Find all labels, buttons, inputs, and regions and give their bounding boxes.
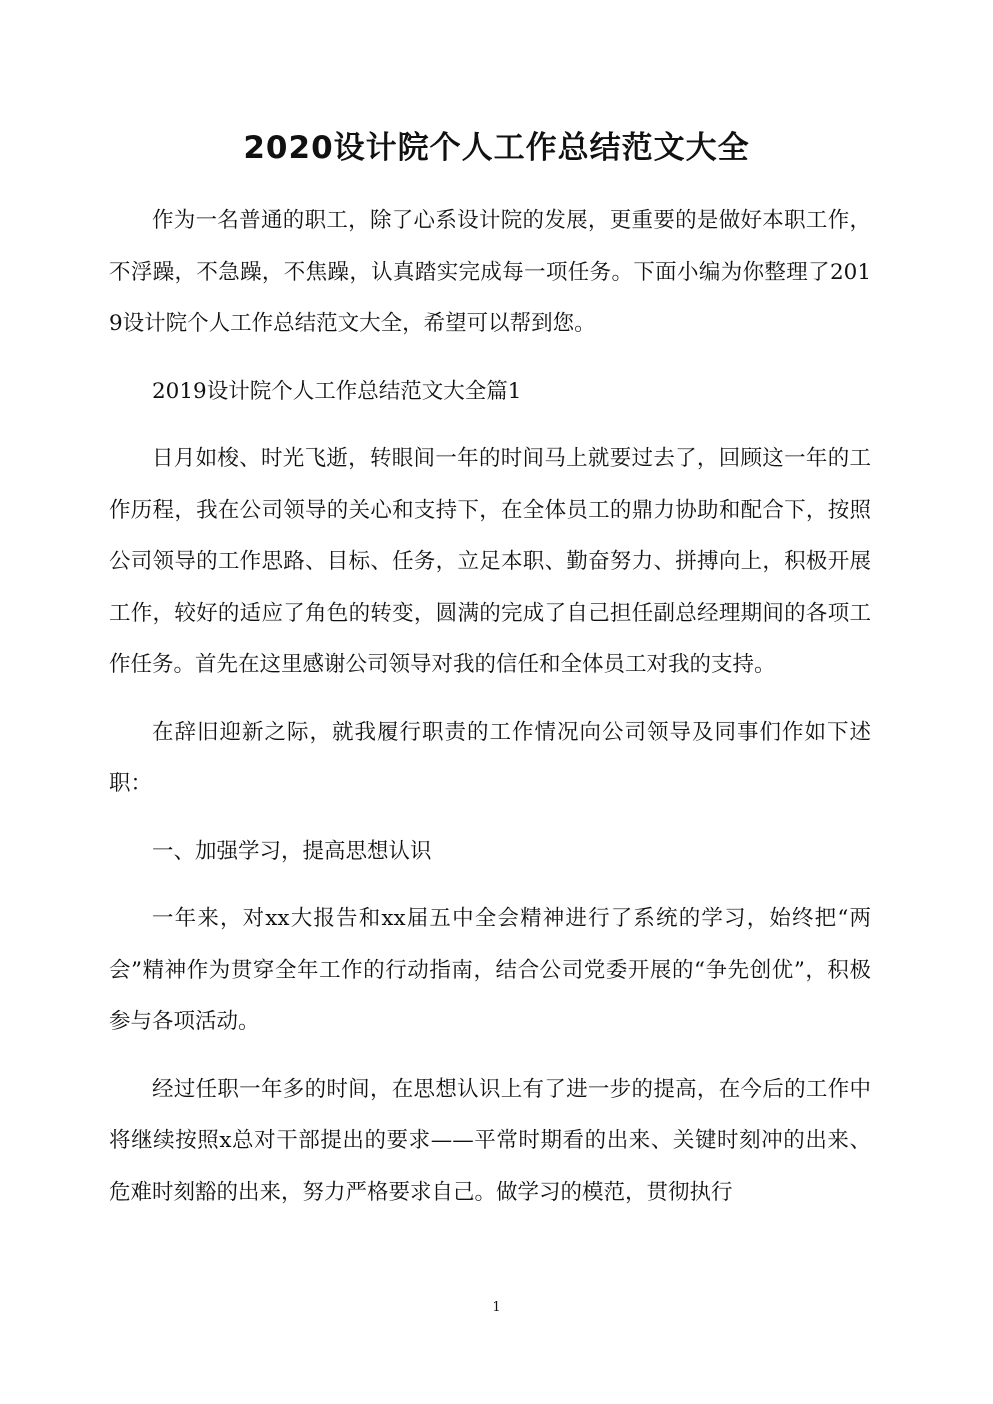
section-heading-part1: 2019设计院个人工作总结范文大全篇1	[152, 378, 522, 404]
document-body	[109, 195, 871, 1234]
paragraph-improvement: 经过任职一年多的时间，在思想认识上有了进一步的提高，在今后的工作中将继续按照x总对干部提出的要求——平常时期看的出来、关键时刻冲的出来、危难时刻豁的出来，努力严格要求自己。做学习的模范，贯彻执行	[109, 1076, 871, 1205]
document-title: 2020设计院个人工作总结范文大全	[243, 130, 750, 166]
paragraph-review: 日月如梭、时光飞逝，转眼间一年的时间马上就要过去了，回顾这一年的工作历程，我在公司领导的关心和支持下，在全体员工的鼎力协助和配合下，按照公司领导的工作思路、目标、任务，立足本职、勤奋努力、拼搏向上，积极开展工作，较好的适应了角色的转变，圆满的完成了自己担任副总经理期间的各项工作任务。首先在这里感谢公司领导对我的信任和全体员工对我的支持。	[109, 446, 871, 677]
section-heading-study: 一、加强学习，提高思想认识	[152, 838, 432, 864]
paragraph-report-intro: 在辞旧迎新之际，就我履行职责的工作情况向公司领导及同事们作如下述职：	[109, 719, 871, 796]
paragraph-intro: 作为一名普通的职工，除了心系设计院的发展，更重要的是做好本职工作，不浮躁，不急躁，不焦躁，认真踏实完成每一项任务。下面小编为你整理了2019设计院个人工作总结范文大全，希望可以帮到您。	[109, 208, 871, 336]
paragraph-study: 一年来，对xx大报告和xx届五中全会精神进行了系统的学习，始终把“两会”精神作为贯穿全年工作的行动指南，结合公司党委开展的“争先创优”，积极参与各项活动。	[109, 906, 871, 1034]
page-number: 1	[492, 1300, 501, 1315]
